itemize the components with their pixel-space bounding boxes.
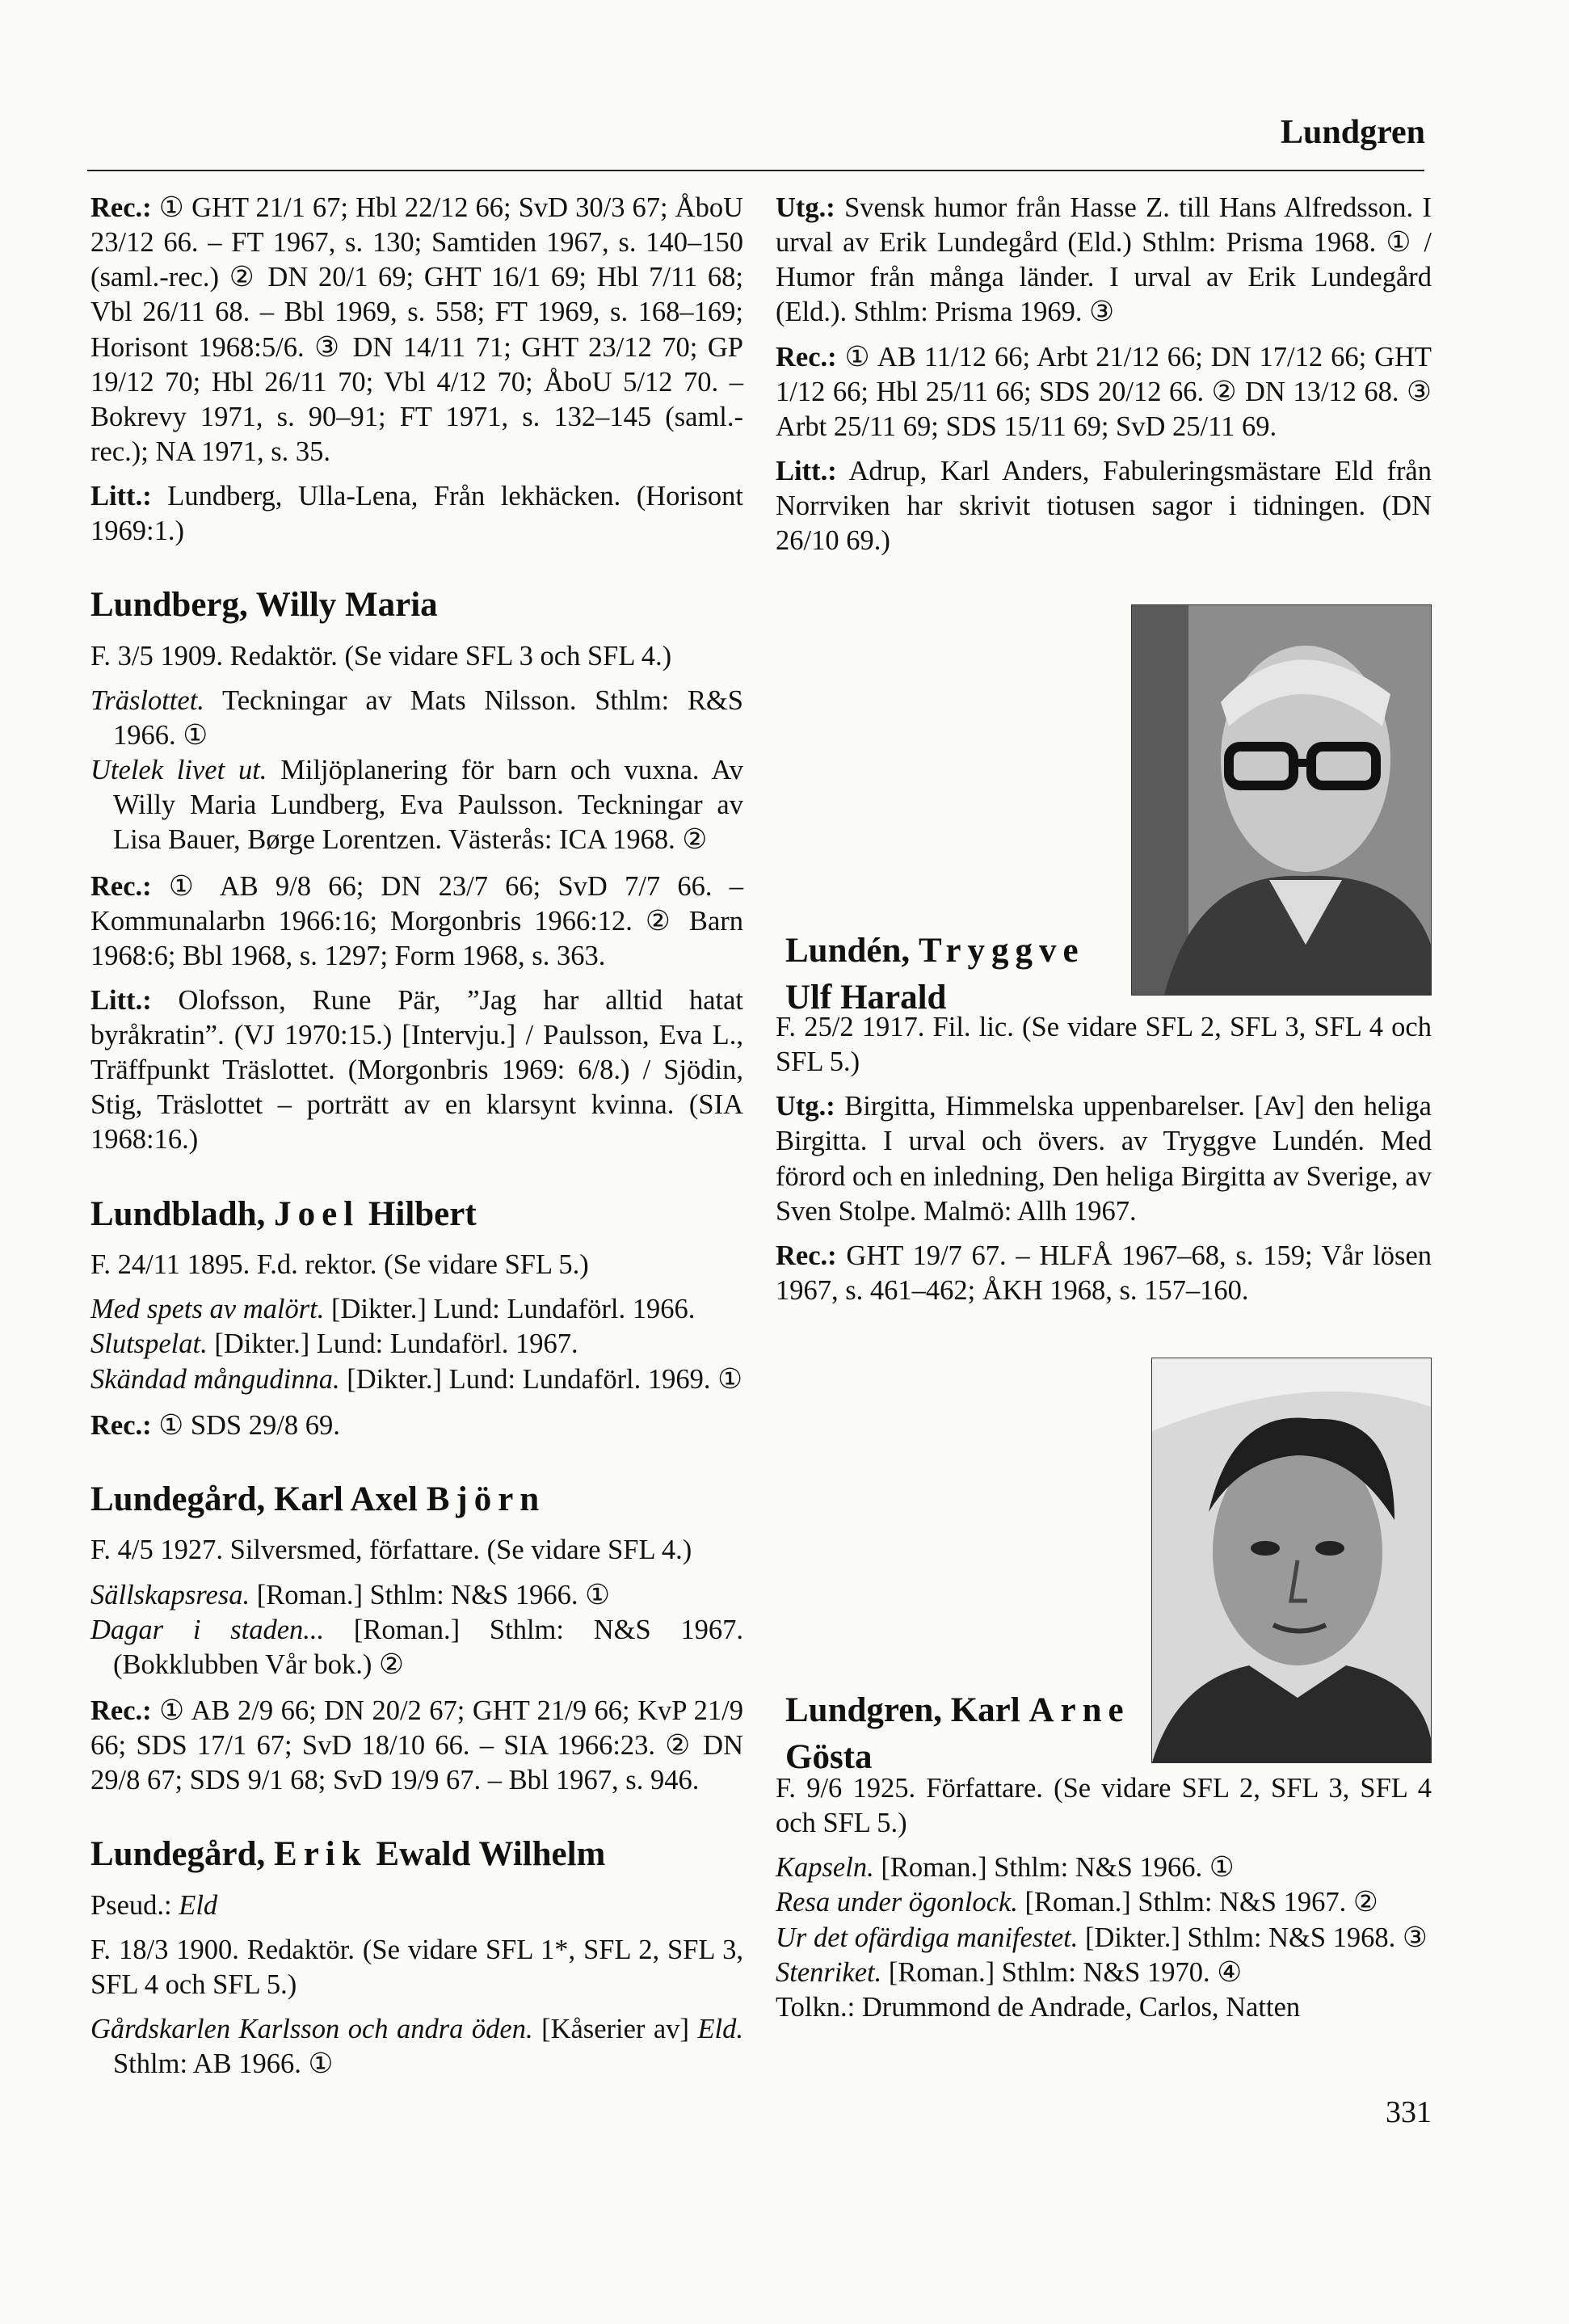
entry-rec: Rec.: GHT 19/7 67. – HLFÅ 1967–68, s. 159; Vår lösen 1967, s. 461–462; ÅKH 1968, s. 157–160. bbox=[776, 1240, 1432, 1306]
entry-rec: Rec.: ① AB 9/8 66; DN 23/7 66; SvD 7/7 66. – Kommunalarbn 1966:16; Morgonbris 1966:12. ② Barn 1968:6; Bbl 1968, s. 1297; Form 1968, s. 363. bbox=[90, 870, 743, 971]
work-item: Utelek livet ut. Miljöplanering för barn och vuxna. Av Willy Maria Lundberg, Eva Paulsson. Teckningar av Lisa Bauer, Børge Lorentzen. Västerås: ICA 1968. ② bbox=[90, 755, 744, 856]
portrait-photo-lundgren bbox=[1151, 1358, 1432, 1763]
entry-utg: Utg.: Birgitta, Himmelska uppenbarelser. [Av] den heliga Birgitta. I urval och övers. av Tryggve Lundén. Med förord och en inledning, Den heliga Birgitta av Sverige, av Sven Stolpe. Malmö: Allh 1967. bbox=[776, 1091, 1432, 1227]
entry-heading-lundegard-bjorn: Lundegård, Karl Axel Björn bbox=[90, 1480, 546, 1518]
portrait-photo-lunden bbox=[1131, 604, 1432, 996]
prev-litt: Litt.: Adrup, Karl Anders, Fabuleringsmästare Eld från Norrviken har skrivit tiotusen sagor i tidningen. (DN 26/10 69.) bbox=[776, 455, 1432, 557]
entry-heading-lundgren: Lundgren, Karl Arne Gösta bbox=[785, 1691, 1130, 1777]
top-rule bbox=[87, 170, 1424, 171]
prev-utg: Utg.: Svensk humor från Hasse Z. till Hans Alfredsson. I urval av Erik Lundegård (Eld.) Sthlm: Prisma 1968. ① / Humor från många länder. I urval av Erik Lundegård (Eld.). Sthlm: Prisma 1969. ③ bbox=[776, 192, 1432, 328]
entry-bio: F. 3/5 1909. Redaktör. (Se vidare SFL 3 och SFL 4.) bbox=[90, 640, 672, 672]
work-item: Med spets av malört. [Dikter.] Lund: Lundaförl. 1966. bbox=[90, 1294, 696, 1325]
entry-bio: F. 9/6 1925. Författare. (Se vidare SFL 2, SFL 3, SFL 4 och SFL 5.) bbox=[776, 1773, 1432, 1839]
running-head-name: Lundgren bbox=[1281, 114, 1425, 151]
entry-tolkn: Tolkn.: Drummond de Andrade, Carlos, Natten bbox=[776, 1991, 1301, 2023]
work-item: Gårdskarlen Karlsson och andra öden. [Kåserier av] Eld. Sthlm: AB 1966. ① bbox=[90, 2014, 743, 2080]
right-column bbox=[776, 191, 1432, 568]
entry-bio: F. 4/5 1927. Silversmed, författare. (Se vidare SFL 4.) bbox=[90, 1535, 692, 1566]
left-column bbox=[90, 191, 743, 2082]
running-head bbox=[0, 0, 1569, 178]
prev-rec: Rec.: ① GHT 21/1 67; Hbl 22/12 66; SvD 30/3 67; ÅboU 23/12 66. – FT 1967, s. 130; Samtiden 1967, s. 140–150 (saml.-rec.) ② DN 20/1 69; GHT 16/1 69; Hbl 7/11 68; Vbl 26/11 68. – Bbl 1969, s. 558; FT 1969, s. 168–169; Horisont 1968:5/6. ③ DN 14/11 71; GHT 23/12 70; GP 19/12 70; Hbl 26/11 70; Vbl 4/12 70; ÅboU 5/12 70. – Bokrevy 1971, s. 90–91; FT 1971, s. 132–145 (saml.-rec.); NA 1971, s. 35. bbox=[90, 192, 744, 467]
work-item: Kapseln. [Roman.] Sthlm: N&S 1966. ① bbox=[776, 1852, 1235, 1884]
entry-heading-lundberg: Lundberg, Willy Maria bbox=[90, 586, 438, 625]
entry-heading-lunden: Lundén, Tryggve Ulf Harald bbox=[785, 932, 1085, 1017]
work-item: Stenriket. [Roman.] Sthlm: N&S 1970. ④ bbox=[776, 1956, 1243, 1988]
entry-lundgren-body bbox=[776, 1771, 1432, 2035]
work-item: Skändad mångudinna. [Dikter.] Lund: Lundaförl. 1969. ① bbox=[90, 1363, 743, 1395]
work-item: Ur det ofärdiga manifestet. [Dikter.] Sthlm: N&S 1968. ③ bbox=[776, 1922, 1428, 1953]
work-item: Slutspelat. [Dikter.] Lund: Lundaförl. 1967. bbox=[90, 1328, 578, 1360]
entry-rec: Rec.: ① SDS 29/8 69. bbox=[90, 1409, 340, 1441]
entry-lunden-body bbox=[776, 1010, 1432, 1318]
entry-litt: Litt.: Olofsson, Rune Pär, ”Jag har alltid hatat byråkratin”. (VJ 1970:15.) [Intervju.] / Paulsson, Eva L., Träffpunkt Träslottet. (Morgonbris 1969: 6/8.) / Sjödin, Stig, Träslottet – porträtt av en klarsynt kvinna. (SIA 1968:16.) bbox=[90, 984, 744, 1156]
entry-bio: F. 18/3 1900. Redaktör. (Se vidare SFL 1*, SFL 2, SFL 3, SFL 4 och SFL 5.) bbox=[90, 1935, 743, 2001]
entry-bio: F. 24/11 1895. F.d. rektor. (Se vidare SFL 5.) bbox=[90, 1249, 589, 1281]
entry-pseud: Pseud.: Eld bbox=[90, 1889, 218, 1921]
entry-bio: F. 25/2 1917. Fil. lic. (Se vidare SFL 2, SFL 3, SFL 4 och SFL 5.) bbox=[776, 1012, 1432, 1078]
work-item: Träslottet. Teckningar av Mats Nilsson. Sthlm: R&S 1966. ① bbox=[90, 684, 743, 752]
work-item: Resa under ögonlock. [Roman.] Sthlm: N&S 1967. ② bbox=[776, 1887, 1378, 1918]
prev-rec: Rec.: ① AB 11/12 66; Arbt 21/12 66; DN 17/12 66; GHT 1/12 66; Hbl 25/11 66; SDS 20/12 66. ② DN 13/12 68. ③ Arbt 25/11 69; SDS 15/11 69; SvD 25/11 69. bbox=[776, 341, 1432, 442]
work-item: Dagar i staden... [Roman.] Sthlm: N&S 1967. (Bokklubben Vår bok.) ② bbox=[90, 1614, 744, 1680]
work-item: Sällskapsresa. [Roman.] Sthlm: N&S 1966. ① bbox=[90, 1579, 611, 1610]
entry-heading-lundegard-erik: Lundegård, Erik Ewald Wilhelm bbox=[90, 1835, 606, 1874]
entry-rec: Rec.: ① AB 2/9 66; DN 20/2 67; GHT 21/9 66; KvP 21/9 66; SDS 17/1 67; SvD 18/10 66. – SIA 1966:23. ② DN 29/8 67; SDS 9/1 68; SvD 19/9 67. – Bbl 1967, s. 946. bbox=[90, 1695, 743, 1796]
page-number: 331 bbox=[1386, 2095, 1432, 2129]
entry-heading-lundbladh: Lundbladh, Joel Hilbert bbox=[90, 1194, 477, 1233]
prev-litt: Litt.: Lundberg, Ulla-Lena, Från lekhäcken. (Horisont 1969:1.) bbox=[90, 481, 744, 547]
